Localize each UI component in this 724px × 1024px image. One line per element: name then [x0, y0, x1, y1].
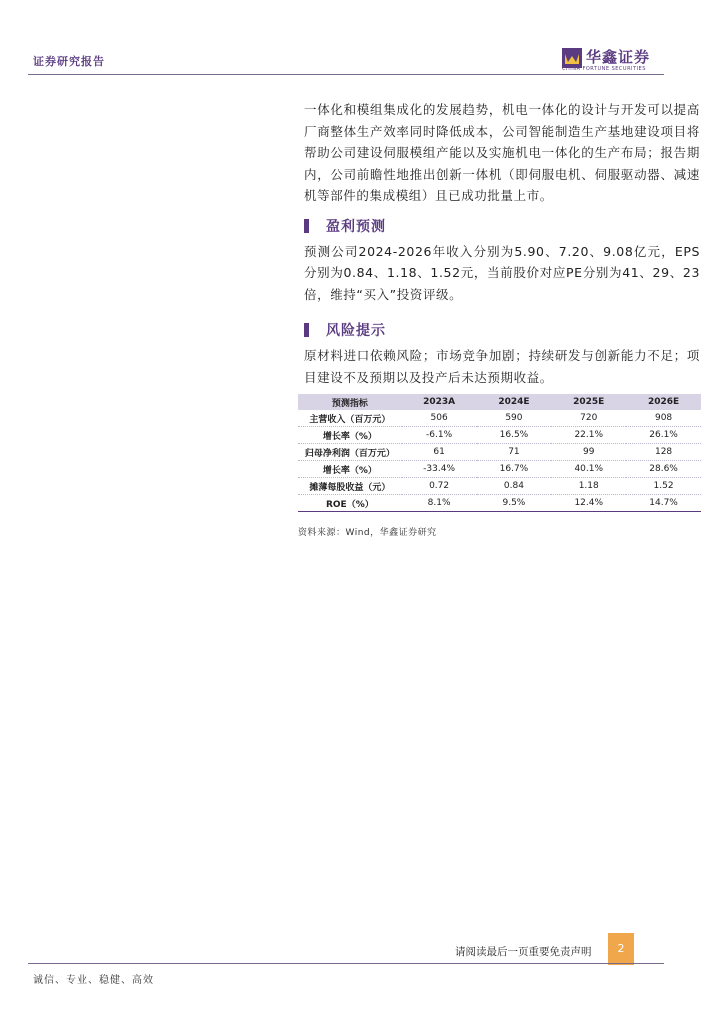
row-label: 归母净利润（百万元）	[298, 444, 402, 461]
row-label: 主营收入（百万元）	[298, 410, 402, 427]
disclaimer-link[interactable]: 请阅读最后一页重要免责声明	[455, 946, 592, 958]
row-label: 增长率（%）	[298, 427, 402, 444]
table-cell: -33.4%	[402, 461, 477, 478]
table-cell: 26.1%	[626, 427, 701, 444]
row-label: 摊薄每股收益（元）	[298, 478, 402, 495]
table-cell: 506	[402, 410, 477, 427]
table-cell: 16.7%	[477, 461, 552, 478]
main-content	[304, 99, 700, 388]
table-cell: 0.84	[477, 478, 552, 495]
table-cell: 8.1%	[402, 495, 477, 512]
section-bar-icon	[304, 219, 309, 233]
logo-mark-icon	[562, 48, 582, 68]
header-divider	[28, 74, 664, 75]
table-cell: 71	[477, 444, 552, 461]
risk-paragraph: 原材料进口依赖风险；市场竞争加剧；持续研发与创新能力不足；项目建设不及预期以及投产后未达预期收益。	[304, 348, 700, 385]
table-cell: 14.7%	[626, 495, 701, 512]
table-cell: 590	[477, 410, 552, 427]
table-cell: 720	[551, 410, 626, 427]
table-cell: 40.1%	[551, 461, 626, 478]
table-cell: 22.1%	[551, 427, 626, 444]
risk-title-text: 风险提示	[326, 323, 386, 339]
table-row	[298, 427, 701, 444]
table-row	[298, 410, 701, 427]
table-cell: 61	[402, 444, 477, 461]
table-header-row	[298, 394, 701, 410]
row-label: ROE（%）	[298, 495, 402, 512]
report-type-label: 证券研究报告	[33, 55, 105, 68]
table-cell: 0.72	[402, 478, 477, 495]
page-number-badge: 2	[608, 933, 634, 965]
logo-text-cn: 华鑫证券	[586, 48, 651, 66]
row-label: 增长率（%）	[298, 461, 402, 478]
table-cell: 9.5%	[477, 495, 552, 512]
intro-paragraph: 一体化和模组集成化的发展趋势，机电一体化的设计与开发可以提高厂商整体生产效率同时降低成本，公司智能制造生产基地建设项目将帮助公司建设伺服模组产能以及实施机电一体化的生产布局；报告期内，公司前瞻性地推出创新一体机（即伺服电机、伺服驱动器、减速机等部件的集成模组）且已成功批量上市。	[304, 102, 700, 203]
forecast-paragraph: 预测公司2024-2026年收入分别为5.90、7.20、9.08亿元，EPS分别为0.84、1.18、1.52元，当前股价对应PE分别为41、29、23倍，维持“买入”投资评级。	[304, 243, 700, 302]
table-cell: 1.52	[626, 478, 701, 495]
forecast-table	[298, 394, 701, 512]
table-header-cell: 2024E	[477, 394, 552, 410]
forecast-section-title	[304, 215, 700, 237]
table-row	[298, 495, 701, 512]
company-logo	[562, 46, 672, 76]
section-bar-icon	[304, 323, 309, 337]
table-row	[298, 461, 701, 478]
table-cell: 12.4%	[551, 495, 626, 512]
table-header-cell: 预测指标	[298, 394, 402, 410]
table-header-cell: 2023A	[402, 394, 477, 410]
table-cell: -6.1%	[402, 427, 477, 444]
table-header-cell: 2025E	[551, 394, 626, 410]
table-cell: 128	[626, 444, 701, 461]
footer-motto: 诚信、专业、稳健、高效	[33, 975, 154, 986]
forecast-title-text: 盈利预测	[326, 218, 386, 235]
table-header-cell: 2026E	[626, 394, 701, 410]
table-cell: 99	[551, 444, 626, 461]
table-cell: 28.6%	[626, 461, 701, 478]
table-row	[298, 478, 701, 495]
footer-divider	[28, 963, 664, 964]
table-cell: 908	[626, 410, 701, 427]
table-row	[298, 444, 701, 461]
table-cell: 16.5%	[477, 427, 552, 444]
logo-text-en: CHINA FORTUNE SECURITIES	[562, 66, 646, 72]
risk-section-title	[304, 319, 700, 341]
table-cell: 1.18	[551, 478, 626, 495]
table-source-note: 资料来源：Wind，华鑫证券研究	[298, 528, 437, 538]
